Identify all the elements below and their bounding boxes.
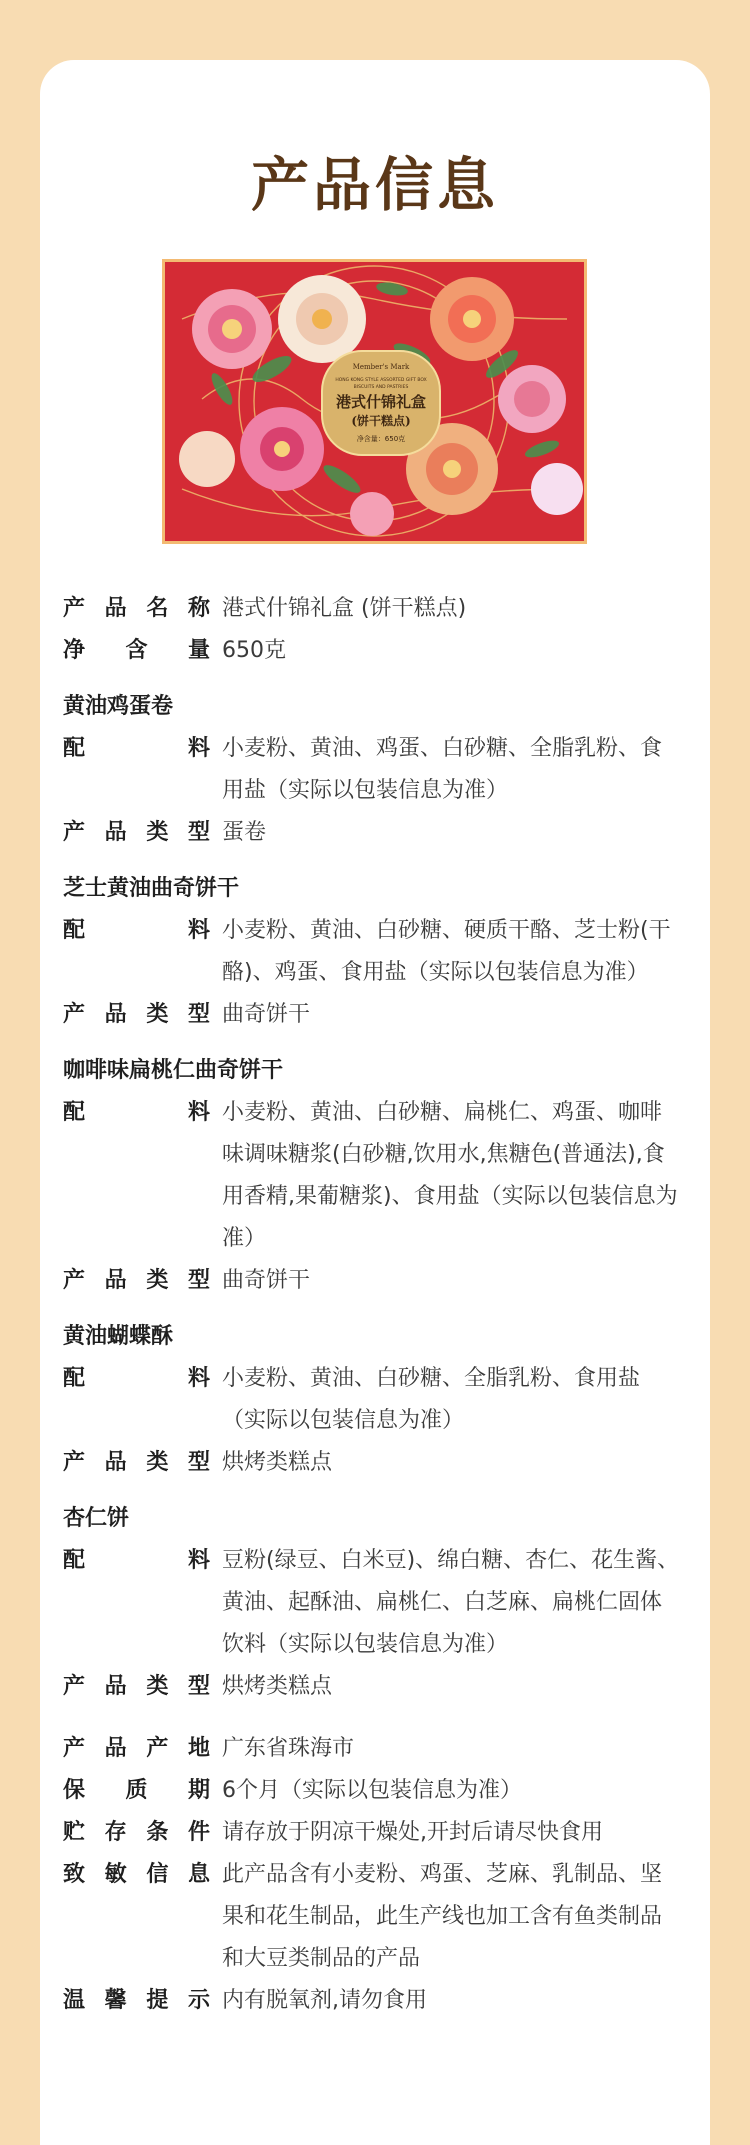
info-value: 请存放于阴凉干燥处,开封后请尽快食用 (222, 1820, 603, 1845)
section-title: 黄油鸡蛋卷 (63, 694, 174, 719)
box-name-line2: (饼干糕点) (351, 414, 411, 428)
info-label: 产品类型 (63, 1268, 210, 1293)
info-value: 内有脱氧剂,请勿食用 (222, 1988, 427, 2013)
box-weight: 净含量：650克 (356, 435, 406, 443)
info-row-product-type (63, 1442, 683, 1484)
section-title: 黄油蝴蝶酥 (63, 1324, 174, 1349)
info-label: 净含量 (63, 638, 210, 663)
info-row-product-type (63, 1260, 683, 1302)
info-value: 烘烤类糕点 (222, 1450, 333, 1475)
info-value: 蛋卷 (222, 820, 267, 845)
info-value: 6个月（实际以包装信息为准） (222, 1778, 522, 1803)
info-label: 温馨提示 (63, 1988, 210, 2013)
info-row-ingredients (63, 1358, 683, 1442)
info-value: 烘烤类糕点 (222, 1674, 333, 1699)
info-value: 港式什锦礼盒 (饼干糕点) (222, 596, 467, 621)
section-title: 芝士黄油曲奇饼干 (63, 876, 240, 901)
info-label: 配料 (63, 918, 210, 943)
info-row-product-type (63, 994, 683, 1036)
info-table (63, 588, 683, 2022)
box-name-line1: 港式什锦礼盒 (335, 393, 427, 411)
info-row-ingredients (63, 910, 683, 994)
info-row-ingredients (63, 1092, 683, 1260)
info-row-ingredients (63, 728, 683, 812)
info-label: 配料 (63, 1548, 210, 1573)
info-label: 配料 (63, 736, 210, 761)
info-value: 小麦粉、黄油、白砂糖、全脂乳粉、食用盐（实际以包装信息为准） (222, 1366, 641, 1433)
brand-text: Member's Mark (352, 363, 410, 371)
info-label: 贮存条件 (63, 1820, 210, 1845)
info-value: 此产品含有小麦粉、鸡蛋、芝麻、乳制品、坚果和花生制品，此生产线也加工含有鱼类制品和大豆类制品的产品 (222, 1862, 663, 1971)
info-row-shelf-life (63, 1770, 683, 1812)
info-value: 曲奇饼干 (222, 1268, 311, 1293)
info-row-product-type (63, 812, 683, 854)
info-row-tip (63, 1980, 683, 2022)
info-row-product-type (63, 1666, 683, 1708)
info-value: 650克 (222, 638, 286, 663)
spacer (63, 1708, 683, 1728)
info-label: 配料 (63, 1366, 210, 1391)
info-value: 曲奇饼干 (222, 1002, 311, 1027)
info-label: 配料 (63, 1100, 210, 1125)
page-title: 产品信息 (250, 151, 499, 219)
info-label: 致敏信息 (63, 1862, 210, 1887)
info-label: 产品名称 (63, 596, 210, 621)
info-value: 广东省珠海市 (222, 1736, 355, 1761)
info-label: 产品类型 (63, 1674, 210, 1699)
info-value: 豆粉(绿豆、白米豆)、绵白糖、杏仁、花生酱、黄油、起酥油、扁桃仁、白芝麻、扁桃仁固体饮料（实际以包装信息为准） (222, 1548, 680, 1657)
info-row-storage (63, 1812, 683, 1854)
info-value: 小麦粉、黄油、白砂糖、扁桃仁、鸡蛋、咖啡味调味糖浆(白砂糖,饮用水,焦糖色(普通法),食用香精,果葡糖浆)、食用盐（实际以包装信息为准） (222, 1100, 678, 1251)
section-title: 咖啡味扁桃仁曲奇饼干 (63, 1058, 284, 1083)
info-row-ingredients (63, 1540, 683, 1666)
section-title: 杏仁饼 (63, 1506, 130, 1531)
gift-box-illustration (162, 259, 587, 544)
subtitle2-text: BISCUITS AND PASTRIES (353, 385, 409, 390)
subtitle-text: HONG KONG STYLE ASSORTED GIFT BOX (335, 378, 427, 383)
info-row-origin (63, 1728, 683, 1770)
info-label: 产品类型 (63, 820, 210, 845)
info-value: 小麦粉、黄油、鸡蛋、白砂糖、全脂乳粉、食用盐（实际以包装信息为准） (222, 736, 663, 803)
info-value: 小麦粉、黄油、白砂糖、硬质干酪、芝士粉(干酪)、鸡蛋、食用盐（实际以包装信息为准） (222, 918, 671, 985)
info-label: 产品产地 (63, 1736, 210, 1761)
info-label: 产品类型 (63, 1002, 210, 1027)
info-label: 保质期 (63, 1778, 210, 1803)
info-row-allergen (63, 1854, 683, 1980)
info-label: 产品类型 (63, 1450, 210, 1475)
product-image (162, 259, 587, 544)
info-row-net-weight (63, 630, 683, 672)
info-row-product-name (63, 588, 683, 630)
